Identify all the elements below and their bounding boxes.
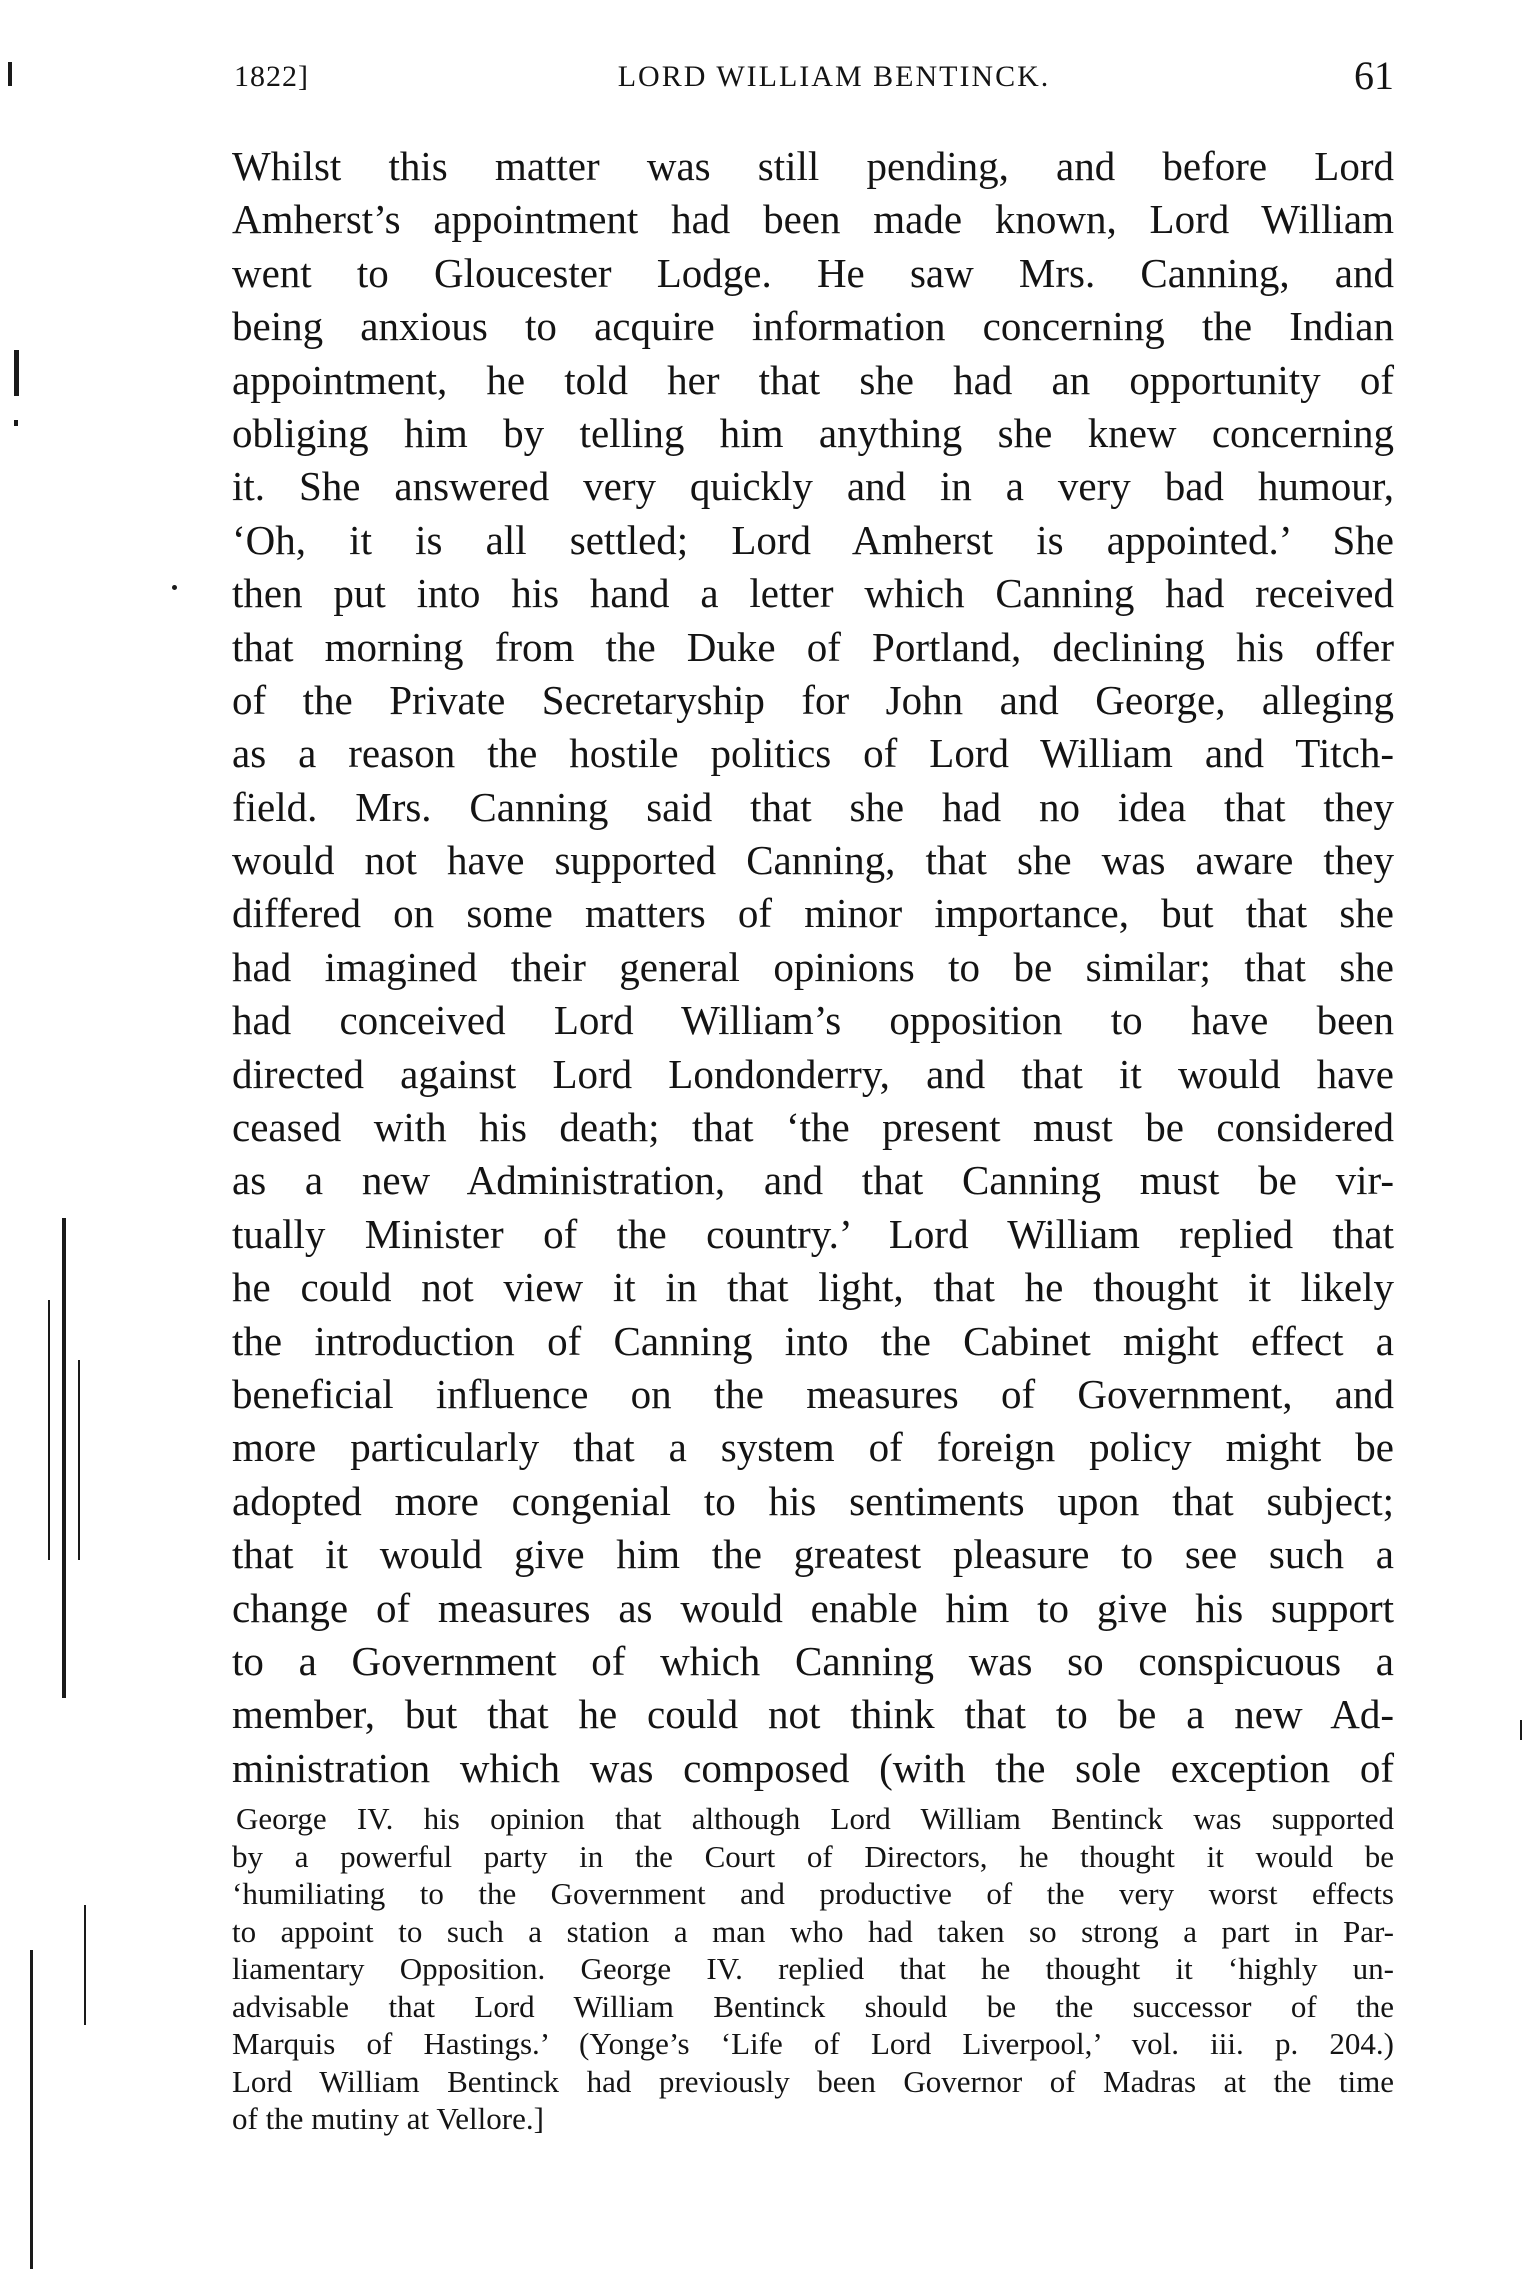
binding-edge-mark xyxy=(8,62,12,86)
text-line: being anxious to acquire information concerning the Indian xyxy=(232,303,1394,350)
main-text xyxy=(232,140,1394,1795)
binding-edge-mark xyxy=(30,1950,33,2269)
running-head xyxy=(234,52,1394,108)
binding-edge-mark xyxy=(14,350,19,396)
text-line: as a new Administration, and that Canning must be vir- xyxy=(232,1157,1394,1204)
text-line: Whilst this matter was still pending, and before Lord xyxy=(232,143,1394,189)
footnote-line: Lord William Bentinck had previously been Governor of Madras at the time xyxy=(232,2063,1394,2099)
text-line: it. She answered very quickly and in a very bad humour, xyxy=(232,463,1394,510)
text-line: he could not view it in that light, that he thought it likely xyxy=(232,1264,1394,1311)
text-line: tually Minister of the country.’ Lord William replied that xyxy=(232,1210,1394,1257)
text-line: adopted more congenial to his sentiments upon that subject; xyxy=(232,1477,1394,1524)
text-line: change of measures as would enable him to give his support xyxy=(232,1584,1394,1631)
text-line: ceased with his death; that ‘the present must be considered xyxy=(232,1104,1394,1151)
footnote-line: to appoint to such a station a man who had taken so strong a part in Par- xyxy=(232,1913,1394,1949)
binding-edge-mark xyxy=(84,1905,86,2025)
binding-edge-mark xyxy=(172,585,177,590)
text-line: field. Mrs. Canning said that she had no idea that they xyxy=(232,783,1394,830)
text-line: to a Government of which Canning was so conspicuous a xyxy=(232,1637,1394,1684)
text-line: Amherst’s appointment had been made known, Lord William xyxy=(232,196,1394,243)
text-line: member, but that he could not think that to be a new Ad- xyxy=(232,1691,1394,1738)
text-line: went to Gloucester Lodge. He saw Mrs. Canning, and xyxy=(232,249,1394,296)
footnote xyxy=(232,1800,1394,2138)
text-line: had conceived Lord William’s opposition to have been xyxy=(232,997,1394,1044)
text-line: had imagined their general opinions to be similar; that she xyxy=(232,943,1394,990)
footnote-line: by a powerful party in the Court of Directors, he thought it would be xyxy=(232,1838,1394,1874)
text-line: would not have supported Canning, that she was aware they xyxy=(232,837,1394,884)
text-line: appointment, he told her that she had an opportunity of xyxy=(232,356,1394,403)
text-line: of the Private Secretaryship for John and George, alleging xyxy=(232,676,1394,723)
text-line: then put into his hand a letter which Canning had received xyxy=(232,570,1394,617)
page-number: 61 xyxy=(1354,53,1394,98)
text-line: ‘Oh, it is all settled; Lord Amherst is appointed.’ She xyxy=(232,516,1394,563)
text-line: obliging him by telling him anything she knew concerning xyxy=(232,409,1394,456)
footnote-line: ‘humiliating to the Government and productive of the very worst effects xyxy=(232,1876,1394,1911)
text-line: differed on some matters of minor importance, but that she xyxy=(232,890,1394,937)
text-line: that morning from the Duke of Portland, declining his offer xyxy=(232,623,1394,670)
running-head-title: LORD WILLIAM BENTINCK. xyxy=(617,60,1051,93)
binding-edge-mark xyxy=(14,420,18,426)
text-line: beneficial influence on the measures of Government, and xyxy=(232,1370,1394,1417)
text-line: ministration which was composed (with the sole exception of xyxy=(232,1744,1394,1791)
running-head-year: 1822] xyxy=(234,60,309,93)
text-line: that it would give him the greatest pleasure to see such a xyxy=(232,1531,1394,1578)
footnote-line: liamentary Opposition. George IV. replied that he thought it ‘highly un- xyxy=(232,1951,1394,1986)
footnote-line: George IV. his opinion that although Lord William Bentinck was supported xyxy=(236,1801,1394,1836)
footnote-line: of the mutiny at Vellore.] xyxy=(232,2101,544,2136)
footnote-line: advisable that Lord William Bentinck should be the successor of the xyxy=(232,1988,1394,2024)
footnote-line: Marquis of Hastings.’ (Yonge’s ‘Life of Lord Liverpool,’ vol. iii. p. 204.) xyxy=(232,2026,1394,2061)
text-line: directed against Lord Londonderry, and that it would have xyxy=(232,1050,1394,1097)
binding-edge-mark xyxy=(78,1360,80,1560)
binding-edge-mark xyxy=(62,1218,66,1698)
text-line: more particularly that a system of foreign policy might be xyxy=(232,1424,1394,1471)
binding-edge-mark xyxy=(48,1300,50,1560)
text-line: as a reason the hostile politics of Lord William and Titch- xyxy=(232,730,1394,777)
binding-edge-mark xyxy=(1520,1720,1522,1740)
text-line: the introduction of Canning into the Cabinet might effect a xyxy=(232,1317,1394,1364)
